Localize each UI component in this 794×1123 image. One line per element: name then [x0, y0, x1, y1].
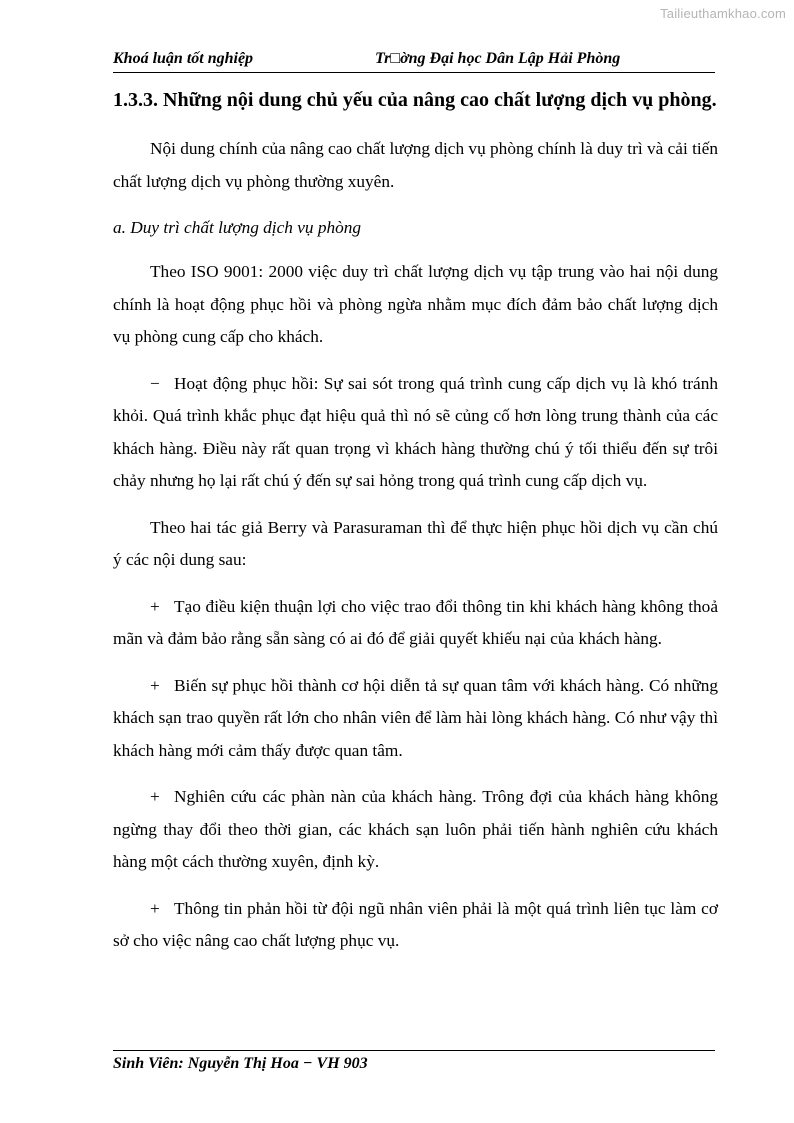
list-item-text: Nghiên cứu các phàn nàn của khách hàng. Trông đợi của khách hàng không ngừng thay đổi theo thời gian, các khách sạn luôn phải tiến hành nghiên cứu khách hàng một cách thường xuyên, định kỳ.	[113, 787, 718, 871]
list-item	[113, 893, 718, 958]
list-item-text: Biến sự phục hồi thành cơ hội diễn tả sự quan tâm với khách hàng. Có những khách sạn trao quyền rất lớn cho nhân viên để làm hài lòng khách hàng. Có như vậy thì khách hàng mới cảm thấy được quan tâm.	[113, 675, 718, 760]
paragraph-berry: Theo hai tác giả Berry và Parasuraman thì để thực hiện phục hồi dịch vụ cần chú ý các nội dung sau:	[113, 517, 718, 569]
plus-mark: +	[150, 787, 160, 806]
dash-item	[113, 368, 718, 498]
paragraph-intro: Nội dung chính của nâng cao chất lượng dịch vụ phòng chính là duy trì và cải tiến chất lượng dịch vụ phòng thường xuyên.	[113, 139, 718, 191]
header-divider	[113, 72, 715, 73]
plus-mark: +	[150, 675, 160, 695]
footer-divider	[113, 1050, 715, 1051]
dash-mark: −	[150, 373, 160, 393]
plus-mark: +	[150, 596, 160, 616]
header-university: Tr□ờng Đại học Dân Lập Hải Phòng	[375, 50, 621, 67]
list-item-text: Tạo điều kiện thuận lợi cho việc trao đổi thông tin khi khách hàng không thoả mãn và đảm bảo rằng sẵn sàng có ai đó để giải quyết khiếu nại của khách hàng.	[113, 596, 718, 648]
dash-item-text: Hoạt động phục hồi: Sự sai sót trong quá trình cung cấp dịch vụ là khó tránh khỏi. Quá trình khắc phục đạt hiệu quả thì nó sẽ củng cố hơn lòng trung thành của các khách hàng. Điều này rất quan trọng vì khách hàng thường chú ý tối thiểu đến sự trôi chảy nhưng họ lại rất chú ý đến sự sai hỏng trong quá trình cung cấp dịch vụ.	[113, 373, 718, 490]
section-heading: 1.3.3. Những nội dung chủ yếu của nâng cao chất lượng dịch vụ phòng.	[113, 89, 717, 111]
paragraph-iso: Theo ISO 9001: 2000 việc duy trì chất lượng dịch vụ tập trung vào hai nội dung chính là hoạt động phục hồi và phòng ngừa nhằm mục đích đảm bảo chất lượng dịch vụ phòng cung cấp cho khách.	[113, 262, 718, 346]
list-item	[113, 781, 718, 879]
list-item	[113, 670, 718, 768]
page-footer: Sinh Viên: Nguyễn Thị Hoa − VH 903	[113, 1055, 368, 1072]
subheading: a. Duy trì chất lượng dịch vụ phòng	[113, 218, 362, 237]
watermark: Tailieuthamkhao.com	[660, 6, 786, 21]
list-item-text: Thông tin phản hồi từ đội ngũ nhân viên phải là một quá trình liên tục làm cơ sở cho việc nâng cao chất lượng phục vụ.	[113, 898, 718, 950]
page-header	[113, 50, 715, 72]
document-body	[113, 84, 718, 972]
header-thesis-title: Khoá luận tốt nghiệp	[113, 50, 254, 67]
list-item	[113, 591, 718, 656]
plus-mark: +	[150, 898, 160, 918]
